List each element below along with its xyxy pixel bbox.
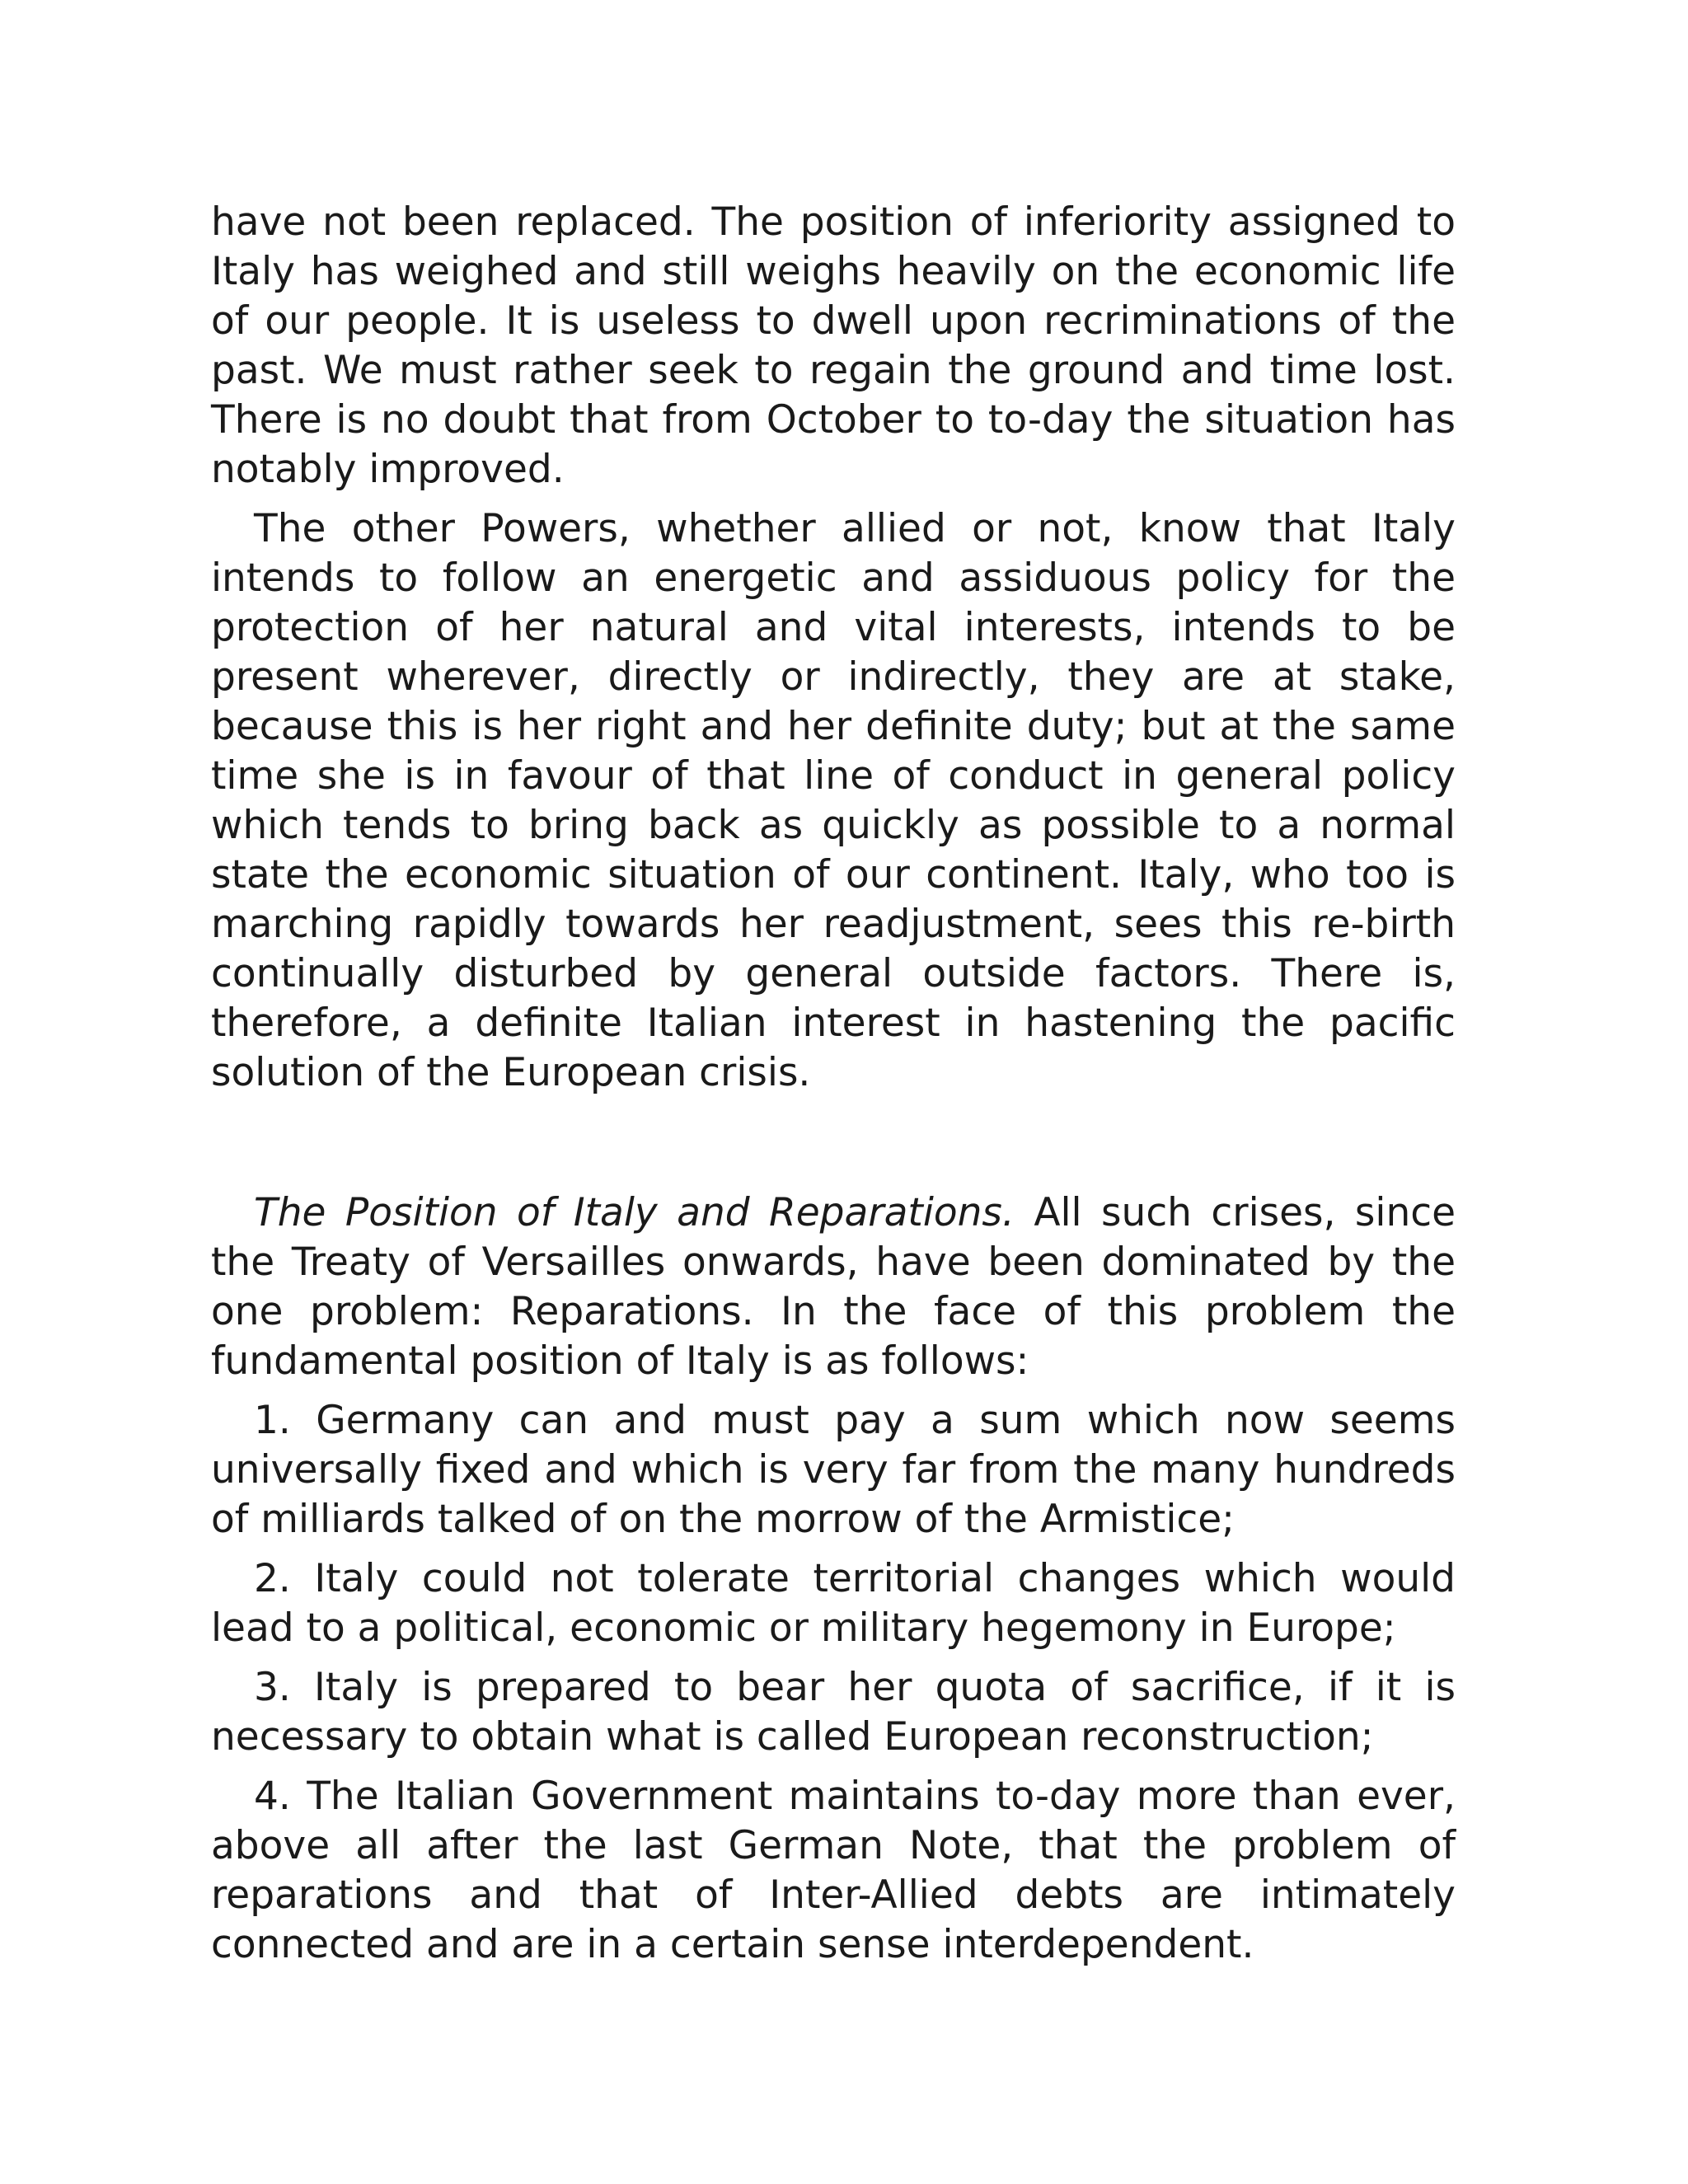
- list-item-4: 4. The Italian Government maintains to-day more than ever, above all after the last German Note, that the problem of reparations and that of Inter-Allied debts are intimately connected and are in a certain sense interdependent.: [211, 1774, 1456, 1967]
- paragraph-reparations-body: All such crises, since the Treaty of Versailles onwards, have been dominated by the one problem: Reparations. In the face of this problem the fundamental position of Italy is as follows:: [211, 1190, 1456, 1384]
- list-item-2: 2. Italy could not tolerate territorial changes which would lead to a political, economic or military hegemony in Europe;: [211, 1556, 1456, 1651]
- list-item-1: 1. Germany can and must pay a sum which now seems universally fixed and which is very far from the many hundreds of milliards talked of on the morrow of the Armistice;: [211, 1398, 1456, 1542]
- paragraph-reparations: [211, 1188, 1456, 1386]
- paragraph-other-powers: The other Powers, whether allied or not, know that Italy intends to follow an energetic and assiduous policy for the protection of her natural and vital interests, intends to be present wherever, directly or indirectly, they are at stake, because this is her right and her definite duty; but at the same time she is in favour of that line of conduct in general policy which tends to bring back as quickly as possible to a normal state the economic situation of our continent. Italy, who too is marching rapidly towards her readjustment, sees this re-birth continually disturbed by general outside factors. There is, therefore, a definite Italian interest in hastening the pacific solution of the European crisis.: [211, 506, 1456, 1095]
- paragraph-continuation: have not been replaced. The position of inferiority assigned to Italy has weighed and still weighs heavily on the economic life of our people. It is useless to dwell upon recriminations of the past. We must rather seek to regain the ground and time lost. There is no doubt that from October to to-day the situation has notably improved.: [211, 199, 1456, 492]
- section-heading: The Position of Italy and Reparations.: [254, 1190, 1015, 1235]
- document-page: [211, 198, 1456, 1970]
- list-item-3: 3. Italy is prepared to bear her quota of sacrifice, if it is necessary to obtain what is called European reconstruction;: [211, 1665, 1456, 1760]
